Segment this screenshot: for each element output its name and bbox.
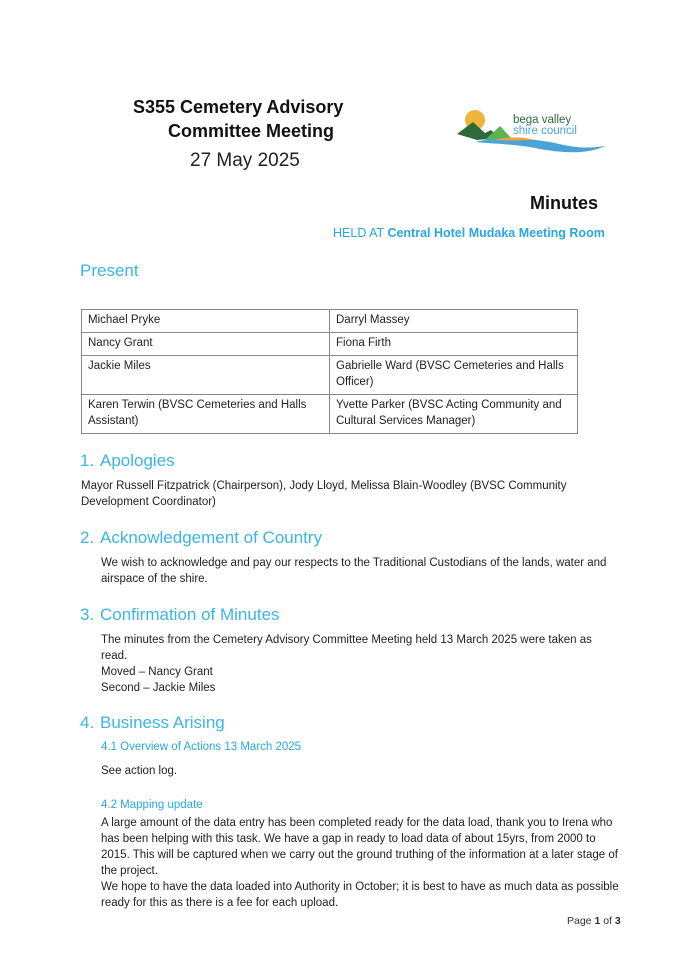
subsection-4-1-heading: 4.1 Overview of Actions 13 March 2025 (101, 741, 302, 753)
section-title: Confirmation of Minutes (100, 605, 280, 624)
total-pages: 3 (614, 915, 621, 927)
title-line-1: S355 Cemetery Advisory (133, 97, 344, 117)
section-title: Acknowledgement of Country (100, 528, 323, 547)
section-title: Apologies (100, 451, 175, 470)
table-row (82, 395, 578, 434)
venue-line (333, 226, 605, 240)
page-label: Page (567, 915, 592, 927)
attendee-cell: Darryl Massey (330, 310, 578, 333)
subsection-4-2-text (101, 815, 621, 911)
document-title (133, 95, 343, 143)
page-number (567, 915, 621, 927)
meeting-date: 27 May 2025 (190, 150, 300, 171)
apologies-heading (80, 451, 175, 471)
subsection-4-2-heading: 4.2 Mapping update (101, 799, 203, 811)
subsection-4-1-text: See action log. (101, 765, 178, 777)
section-number: 4. (80, 713, 95, 732)
attendee-cell: Jackie Miles (82, 356, 330, 395)
of-label: of (603, 915, 612, 927)
acknowledgement-text: We wish to acknowledge and pay our respects to the Traditional Custodians of the lands, water and airspace of the shire. (101, 557, 607, 585)
attendee-cell: Michael Pryke (82, 310, 330, 333)
attendee-cell: Fiona Firth (330, 333, 578, 356)
current-page: 1 (594, 915, 601, 927)
section-number: 3. (80, 605, 95, 624)
held-at-label: HELD AT (333, 226, 384, 240)
confirmation-heading (80, 605, 280, 625)
confirmation-text (101, 632, 606, 696)
document-type: Minutes (530, 193, 599, 213)
logo-text-line-2: shire council (513, 125, 577, 137)
moved-by: Moved – Nancy Grant (101, 666, 213, 678)
mapping-paragraph-1: A large amount of the data entry has been completed ready for the data load, thank you to Irena who has been helping with this task. We have a gap in ready to load data of about 15yrs, from 2000 to 2015. This will be captured when we carry out the ground truthing of the information at a later stage of the project. (101, 817, 618, 877)
attendees-table (81, 309, 578, 434)
venue-name: Central Hotel Mudaka Meeting Room (387, 226, 605, 240)
seconded-by: Second – Jackie Miles (101, 682, 216, 694)
attendee-cell: Yvette Parker (BVSC Acting Community and Cultural Services Manager) (330, 395, 578, 434)
title-line-2: Committee Meeting (168, 121, 335, 141)
present-heading: Present (80, 261, 139, 280)
business-heading (80, 713, 225, 733)
table-row (82, 310, 578, 333)
attendee-cell: Nancy Grant (82, 333, 330, 356)
council-logo (455, 100, 615, 160)
section-number: 2. (80, 528, 95, 547)
logo-text-line-1: bega valley (513, 114, 572, 126)
apologies-text: Mayor Russell Fitzpatrick (Chairperson), Jody Lloyd, Melissa Blain-Woodley (BVSC Community Development Coordinator) (81, 480, 567, 508)
confirmation-statement: The minutes from the Cemetery Advisory Committee Meeting held 13 March 2025 were taken as read. (101, 634, 592, 662)
mapping-paragraph-2: We hope to have the data loaded into Authority in October; it is best to have as much data as possible ready for this as there is a fee for each upload. (101, 881, 619, 909)
attendee-cell: Gabrielle Ward (BVSC Cemeteries and Halls Officer) (330, 356, 578, 395)
table-row (82, 333, 578, 356)
acknowledgement-heading (80, 528, 322, 548)
attendee-cell: Karen Terwin (BVSC Cemeteries and Halls Assistant) (82, 395, 330, 434)
table-row (82, 356, 578, 395)
section-title: Business Arising (100, 713, 225, 732)
section-number: 1. (80, 451, 95, 470)
